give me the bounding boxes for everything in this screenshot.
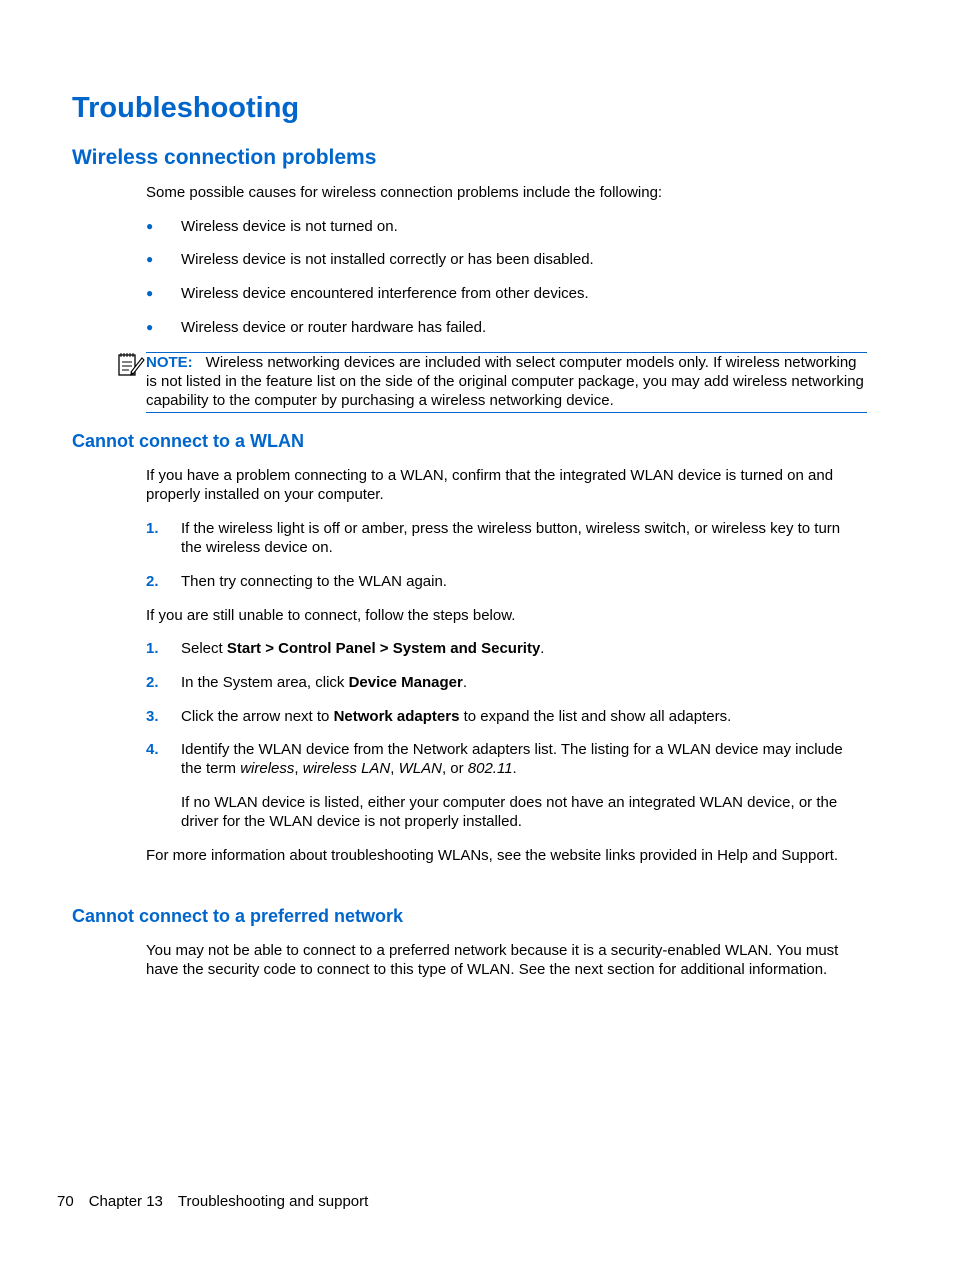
section-heading-wireless: Wireless connection problems [72, 146, 377, 169]
chapter-label: Chapter 13 [88, 1193, 163, 1210]
step-text: Select Start > Control Panel > System and Security. [181, 640, 545, 657]
step-number: 2. [146, 573, 159, 590]
note-text: Wireless networking devices are included with select computer models only. If wireless networking is not listed in the feature list on the side of the original computer package, you may add wireless networking capability to the computer by purchasing a wireless networking device. [146, 354, 864, 409]
note-label: NOTE: [146, 354, 193, 371]
step-number: 1. [146, 520, 159, 537]
subsection-heading-preferred: Cannot connect to a preferred network [72, 906, 404, 926]
list-item-text: Wireless device is not turned on. [181, 218, 398, 235]
step-followup-text: If no WLAN device is listed, either your computer does not have an integrated WLAN device, or the driver for the WLAN device is not properly installed. [181, 794, 838, 830]
list-item-text: Wireless device encountered interference from other devices. [181, 285, 589, 302]
step-text: Click the arrow next to Network adapters to expand the list and show all adapters. [181, 708, 732, 725]
bullet-dot-icon: ● [146, 252, 154, 266]
chapter-title: Troubleshooting and support [177, 1193, 369, 1210]
step-text: In the System area, click Device Manager. [181, 674, 467, 691]
bullet-dot-icon: ● [146, 320, 154, 334]
wlan-intro: If you have a problem connecting to a WLAN, confirm that the integrated WLAN device is turned on and properly installed on your computer. [146, 467, 834, 503]
page-footer [57, 1192, 383, 1211]
subsection-heading-wlan: Cannot connect to a WLAN [72, 431, 304, 451]
note-box [146, 352, 867, 413]
step-number: 3. [146, 708, 159, 725]
step-text: Then try connecting to the WLAN again. [181, 573, 447, 590]
step-text: Identify the WLAN device from the Network adapters list. The listing for a WLAN device may include the term wireless, wireless LAN, WLAN, or 802.11. [181, 741, 843, 777]
step-number: 1. [146, 640, 159, 657]
bullet-dot-icon: ● [146, 286, 154, 300]
ui-term: Network adapters [333, 708, 460, 725]
list-item-text: Wireless device is not installed correctly or has been disabled. [181, 251, 594, 268]
page-title: Troubleshooting [72, 92, 300, 124]
note-pad-icon [117, 352, 145, 378]
section-intro: Some possible causes for wireless connection problems include the following: [146, 184, 663, 201]
list-item-text: Wireless device or router hardware has failed. [181, 319, 487, 336]
wlan-middle: If you are still unable to connect, follow the steps below. [146, 607, 516, 624]
bullet-dot-icon: ● [146, 219, 154, 233]
step-number: 2. [146, 674, 159, 691]
step-text: If the wireless light is off or amber, press the wireless button, wireless switch, or wireless key to turn the wireless device on. [181, 520, 841, 556]
ui-term: Device Manager [348, 674, 463, 691]
menu-path: Start > Control Panel > System and Security [226, 640, 541, 657]
step-number: 4. [146, 741, 159, 758]
preferred-text: You may not be able to connect to a preferred network because it is a security-enabled WLAN. You must have the security code to connect to this type of WLAN. See the next section for additional information. [146, 942, 839, 978]
wlan-more-info: For more information about troubleshooting WLANs, see the website links provided in Help and Support. [146, 847, 839, 864]
page-number: 70 [57, 1193, 74, 1210]
